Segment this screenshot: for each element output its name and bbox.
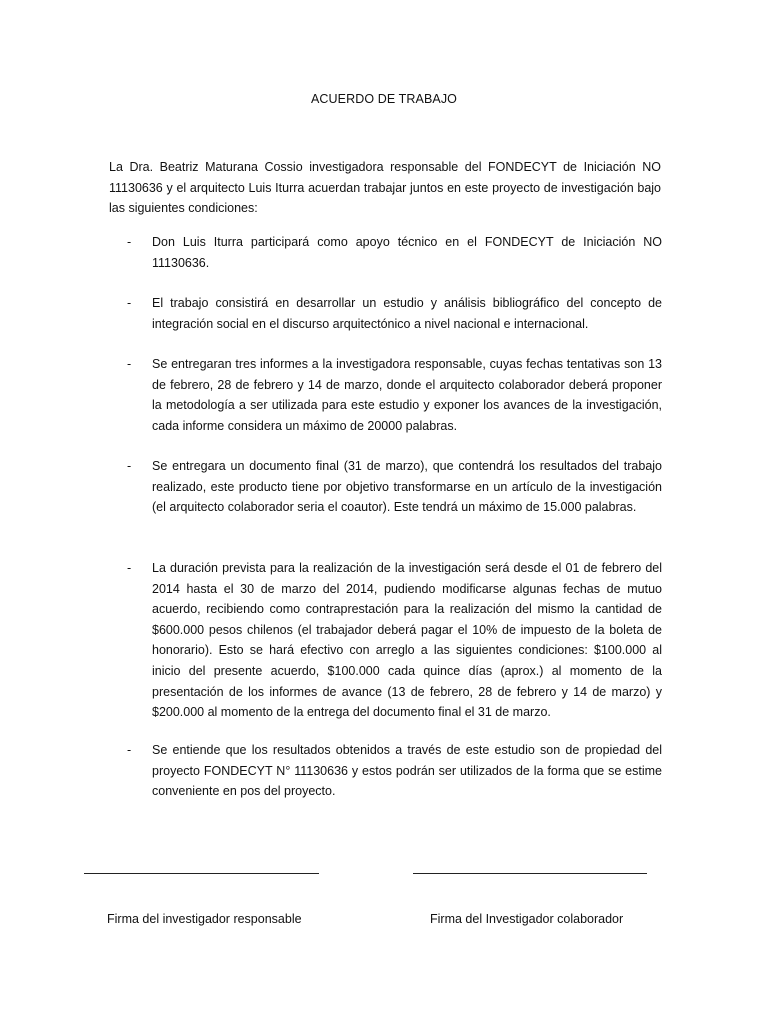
condition-item (0, 293, 662, 334)
list-bullet: - (127, 296, 132, 310)
signature-line-responsible (84, 873, 319, 874)
signature-line-collaborator (413, 873, 647, 874)
condition-item (0, 558, 662, 723)
condition-item (0, 354, 662, 436)
condition-item (0, 740, 662, 802)
signature-label-collaborator: Firma del Investigador colaborador (430, 912, 624, 926)
list-bullet: - (127, 357, 132, 371)
condition-text: El trabajo consistirá en desarrollar un estudio y análisis bibliográfico del concepto de integración social en el discurso arquitectónico a nivel nacional e internacional. (152, 296, 662, 331)
condition-item (0, 456, 662, 518)
condition-text: La duración prevista para la realización de la investigación será desde el 01 de febrero del 2014 hasta el 30 de marzo del 2014, pudiendo modificarse algunas fechas de mutuo acuerdo, recibiendo como contraprestación para la realización del mismo la cantidad de $600.000 pesos chilenos (el trabajador deberá pagar el 10% de impuesto de la boleta de honorario). Esto se hará efectivo con arreglo a las siguientes condiciones: $100.000 al inicio del presente acuerdo, $100.000 cada quince días (aprox.) al momento de la presentación de los informes de avance (13 de febrero, 28 de febrero y 14 de marzo) y $200.000 al momento de la entrega del documento final el 31 de marzo. (152, 561, 662, 720)
intro-paragraph: La Dra. Beatriz Maturana Cossio investigadora responsable del FONDECYT de Iniciación NO 11130636 y el arquitecto Luis Iturra acuerdan trabajar juntos en este proyecto de investigación bajo las siguientes condiciones: (109, 160, 661, 216)
list-bullet: - (127, 561, 132, 575)
condition-text: Don Luis Iturra participará como apoyo técnico en el FONDECYT de Iniciación NO 11130636. (152, 235, 662, 270)
list-bullet: - (127, 235, 132, 249)
condition-text: Se entregara un documento final (31 de marzo), que contendrá los resultados del trabajo realizado, este producto tiene por objetivo transformarse en un artículo de la investigación (el arquitecto colaborador seria el coautor). Este tendrá un máximo de 15.000 palabras. (152, 459, 662, 515)
signature-label-responsible: Firma del investigador responsable (107, 912, 302, 926)
condition-text: Se entiende que los resultados obtenidos a través de este estudio son de propiedad del proyecto FONDECYT N° 11130636 y estos podrán ser utilizados de la forma que se estime conveniente en pos del proyecto. (152, 743, 662, 799)
condition-text: Se entregaran tres informes a la investigadora responsable, cuyas fechas tentativas son 13 de febrero, 28 de febrero y 14 de marzo, donde el arquitecto colaborador deberá proponer la metodología a ser utilizada para este estudio y exponer los avances de la investigación, cada informe considera un máximo de 20000 palabras. (152, 357, 662, 433)
list-bullet: - (127, 459, 132, 473)
condition-item (0, 232, 662, 273)
list-bullet: - (127, 743, 132, 757)
document-title: ACUERDO DE TRABAJO (310, 92, 458, 106)
